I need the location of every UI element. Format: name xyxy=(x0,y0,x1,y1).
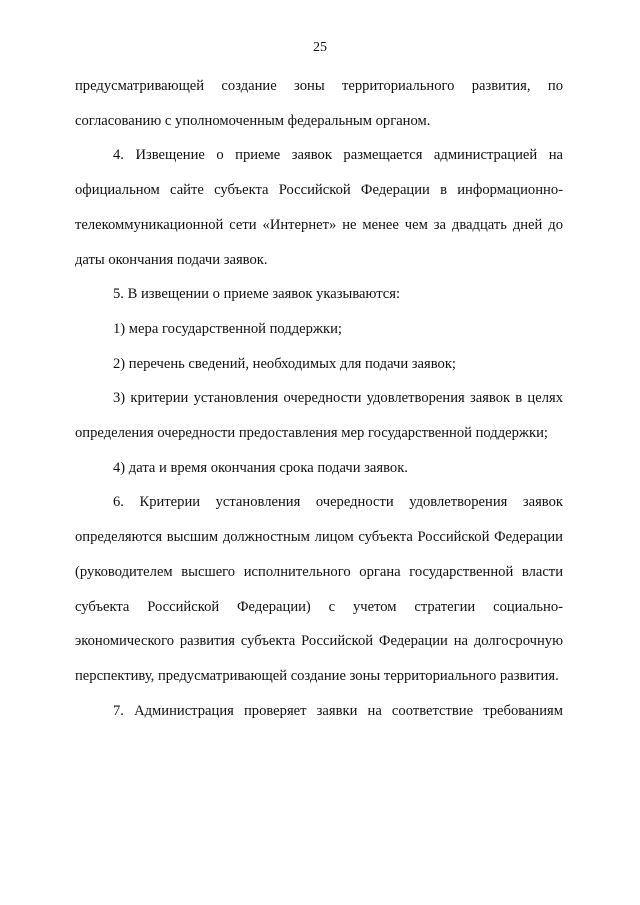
list-item: 2) перечень сведений, необходимых для подачи заявок; xyxy=(113,355,456,372)
page-number: 25 xyxy=(313,40,327,55)
list-item: 3) критерии установления очередности удовлетворения заявок в целях определения очередности предоставления мер государственной поддержки; xyxy=(75,390,563,442)
paragraph: 5. В извещении о приеме заявок указываются: xyxy=(113,286,401,303)
list-item: 1) мера государственной поддержки; xyxy=(113,320,342,337)
paragraph: 7. Администрация проверяет заявки на соответствие требованиям xyxy=(113,702,563,719)
document-body xyxy=(75,69,563,728)
paragraph: 6. Критерии установления очередности удовлетворения заявок определяются высшим должностным лицом субъекта Российской Федерации (руководителем высшего исполнительного органа государственной власти субъекта Российской Федерации) с учетом стратегии социально-экономического развития субъекта Российской Федерации на долгосрочную перспективу, предусматривающей создание зоны территориального развития. xyxy=(75,494,563,684)
paragraph: предусматривающей создание зоны территориального развития, по согласованию с уполномоченным федеральным органом. xyxy=(75,78,563,129)
paragraph: 4. Извещение о приеме заявок размещается администрацией на официальном сайте субъекта Российской Федерации в информационно-телекоммуникационной сети «Интернет» не менее чем за двадцать дней до даты окончания подачи заявок. xyxy=(75,147,563,268)
list-item: 4) дата и время окончания срока подачи заявок. xyxy=(113,459,408,476)
